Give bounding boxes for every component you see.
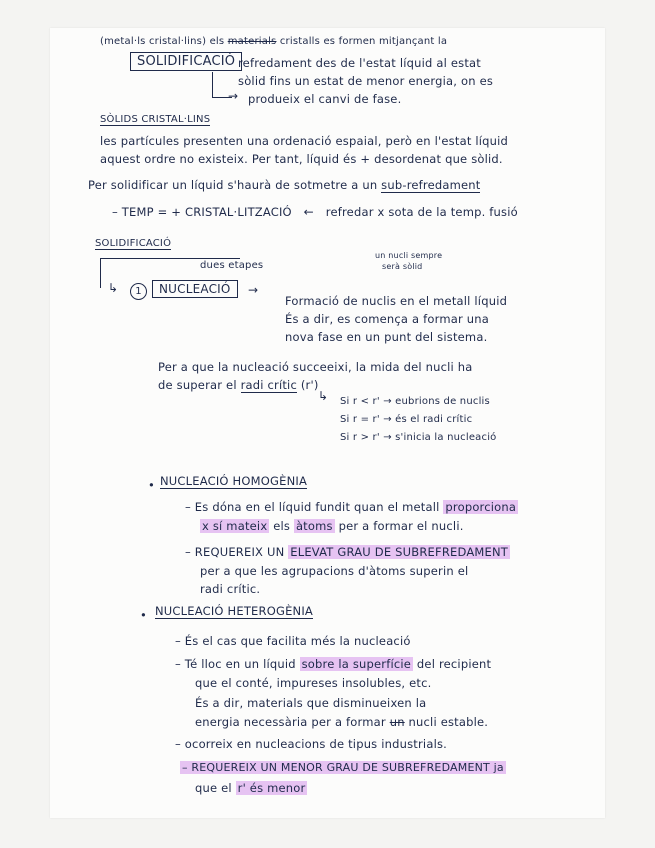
het-highlight-superficie: sobre la superfície	[301, 657, 412, 671]
temp-explanation: refredar x sota de la temp. fusió	[325, 205, 518, 219]
intro-struck-word: materials	[227, 36, 277, 47]
temp-formula: – TEMP = + CRISTAL·LITZACIÓ	[112, 205, 292, 219]
arrow-right-icon: →	[228, 89, 239, 103]
solids-para-2: aquest ordre no existeix. Per tant, líquid és + desordenat que sòlid.	[100, 152, 503, 166]
solids-heading: SÒLIDS CRISTAL·LINS	[100, 114, 211, 125]
case-greater: Si r > r' → s'inicia la nucleació	[340, 432, 497, 443]
subrefredament-term: sub-refredament	[381, 178, 481, 192]
intro-end: cristalls es formen mitjançant la	[279, 36, 448, 47]
het-line-2	[175, 657, 491, 671]
het-highlight-menor: – REQUEREIX UN MENOR GRAU DE SUBREFREDAMENT ja	[182, 761, 504, 774]
het-line-8	[195, 781, 307, 795]
temp-line	[112, 205, 518, 219]
radi-symbol: (r')	[300, 378, 319, 392]
het-line-3: que el conté, impureses insolubles, etc.	[195, 676, 432, 690]
radi-critic-term: radi crític	[240, 378, 297, 392]
homo-highlight-atoms: àtoms	[295, 519, 333, 533]
case-equal: Si r = r' → és el radi crític	[340, 414, 473, 425]
definition-line-1: refredament des de l'estat líquid al estat	[238, 56, 481, 70]
homo-heading: NUCLEACIÓ HOMOGÈNIA	[160, 474, 308, 488]
het-bullet: •	[140, 608, 147, 622]
definition-line-2: sòlid fins un estat de menor energia, on es	[238, 74, 494, 88]
homo-els: els	[273, 519, 291, 533]
solidify-text: Per solidificar un líquid s'haurà de sotmetre a un	[88, 178, 378, 192]
formacio-line-3: nova fase en un punt del sistema.	[285, 330, 488, 344]
het-line-2-end: del recipient	[416, 657, 492, 671]
het-highlight-radi-menor: r' és menor	[237, 781, 306, 795]
solids-para-1: les partícules presenten una ordenació espaial, però en l'estat líquid	[100, 134, 509, 148]
radi-line-1: Per a que la nucleació succeeixi, la mida del nucli ha	[158, 360, 473, 374]
etapes-arrow-icon: ↳	[108, 281, 119, 295]
solidificacio-box: SOLIDIFICACIÓ	[130, 52, 242, 71]
het-heading: NUCLEACIÓ HETEROGÈNIA	[155, 604, 314, 618]
homo-line-2	[200, 519, 464, 533]
het-line-5	[195, 715, 488, 729]
cases-arrow-icon: ↳	[318, 389, 329, 403]
het-line-5-text: energia necessària per a formar	[195, 715, 386, 729]
case-less: Si r < r' → eubrions de nuclis	[340, 396, 490, 407]
het-line-6: – ocorreix en nucleacions de tipus industrials.	[175, 737, 448, 751]
formacio-line-2: És a dir, es comença a formar una	[285, 312, 489, 326]
step-number: 1	[130, 283, 147, 300]
nucleacio-box: NUCLEACIÓ	[152, 280, 238, 298]
homo-highlight-mateix: x sí mateix	[202, 519, 268, 533]
homo-line-1-text: – Es dóna en el líquid fundit quan el metall	[185, 500, 440, 514]
dues-etapes-label: dues etapes	[200, 260, 264, 271]
het-line-4: És a dir, materials que disminueixen la	[195, 696, 427, 710]
etapes-left-bracket	[100, 258, 102, 288]
nucleacio-arrow-icon: →	[248, 283, 259, 297]
solidify-line	[88, 178, 480, 192]
het-line-2-text: – Té lloc en un líquid	[175, 657, 296, 671]
homo-line-2-end: per a formar el nucli.	[338, 519, 464, 533]
het-line-1: – És el cas que facilita més la nucleació	[175, 634, 411, 648]
homo-line-5: radi crític.	[200, 582, 261, 596]
homo-highlight-proporciona: proporciona	[445, 500, 517, 514]
homo-line-1	[185, 500, 518, 514]
definition-line-3: produeix el canvi de fase.	[248, 92, 402, 106]
solidificacio-heading-2: SOLIDIFICACIÓ	[95, 238, 172, 249]
homo-bullet: •	[148, 478, 155, 492]
homo-line-4: per a que les agrupacions d'àtoms superin el	[200, 564, 469, 578]
intro-paren: (metal·ls cristal·lins)	[100, 36, 207, 47]
radi-line-2	[158, 378, 319, 392]
homo-line-3	[185, 545, 510, 559]
intro-mid: els	[209, 36, 225, 47]
homo-highlight-elevat: ELEVAT GRAU DE SUBREFREDAMENT	[290, 545, 509, 559]
homo-requereix: – REQUEREIX UN	[185, 545, 285, 559]
bracket-vertical	[212, 72, 214, 98]
het-line-8-text: que el	[195, 781, 232, 795]
het-struck-un: un	[389, 715, 405, 729]
line-intro	[100, 36, 447, 47]
het-line-5-end: nucli estable.	[408, 715, 489, 729]
nucli-note-line-1: un nucli sempre	[375, 251, 443, 260]
nucli-note-line-2: serà sòlid	[382, 262, 423, 271]
radi-text: de superar el	[158, 378, 237, 392]
formacio-line-1: Formació de nuclis en el metall líquid	[285, 294, 508, 308]
arrow-left-icon: ←	[303, 205, 314, 219]
